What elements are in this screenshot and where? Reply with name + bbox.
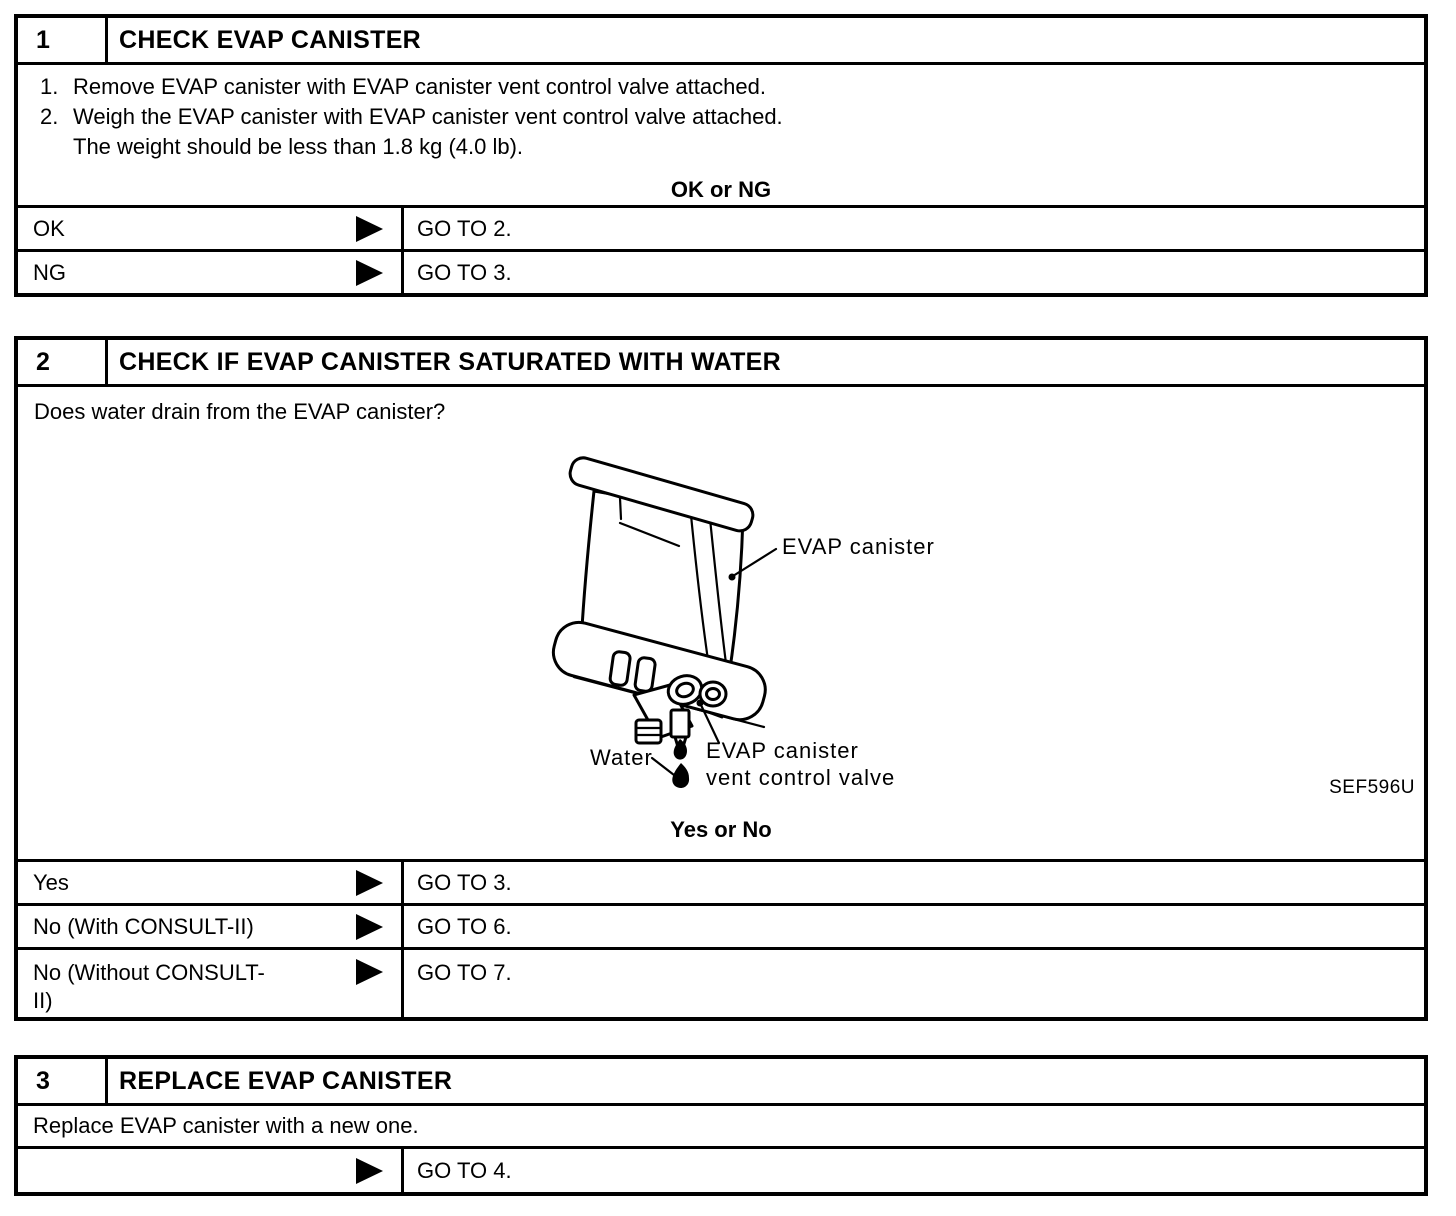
figure-code: SEF596U (1329, 777, 1415, 798)
step-number: 1 (18, 18, 108, 62)
decision-prompt: OK or NG (670, 177, 772, 202)
decision-action: GO TO 6. (417, 913, 512, 939)
step-3-table (14, 1055, 1428, 1196)
decision-action: GO TO 3. (417, 869, 512, 895)
go-to-arrow-icon (356, 914, 383, 940)
water-label: Water (590, 745, 653, 770)
question-text: Does water drain from the EVAP canister? (34, 399, 446, 424)
valve-label-line1: EVAP canister (706, 738, 859, 763)
instruction-text: The weight should be less than 1.8 kg (4.0 lb). (73, 134, 524, 159)
step-number: 3 (18, 1059, 108, 1103)
valve-ring (700, 682, 726, 706)
go-to-arrow-icon (356, 959, 383, 985)
canister-label-dot (729, 574, 736, 581)
go-to-arrow-icon (356, 260, 383, 286)
decision-row (18, 903, 1424, 947)
go-to-arrow-icon (356, 216, 383, 242)
decision-action: GO TO 4. (417, 1157, 512, 1183)
decision-label: OK (33, 215, 65, 241)
decision-row (18, 1146, 1424, 1192)
step-title: CHECK IF EVAP CANISTER SATURATED WITH WATER (119, 347, 781, 376)
decision-action: GO TO 3. (417, 259, 512, 285)
decision-label: No (Without CONSULT-II) (33, 960, 265, 1013)
step-2-table (14, 336, 1428, 1021)
canister-port (634, 657, 655, 692)
decision-label: NG (33, 259, 66, 285)
valve-hex-fitting (636, 720, 661, 743)
decision-prompt: Yes or No (670, 817, 772, 842)
step-title: REPLACE EVAP CANISTER (119, 1066, 453, 1095)
step-1-header (18, 18, 1424, 65)
step-3-header (18, 1059, 1424, 1106)
decision-label: No (With CONSULT-II) (33, 913, 254, 939)
step-3-body (18, 1106, 1424, 1146)
canister-port (609, 651, 630, 686)
water-label-leader (652, 758, 674, 775)
go-to-arrow-icon (356, 1158, 383, 1184)
instruction-text: Remove EVAP canister with EVAP canister vent control valve attached. (73, 74, 766, 99)
valve-label-line2: vent control valve (706, 765, 896, 790)
decision-row (18, 249, 1424, 293)
decision-label: Yes (33, 869, 69, 895)
step-number: 2 (18, 340, 108, 384)
step-2-body (18, 397, 1424, 859)
step-1-table (14, 14, 1428, 297)
instruction-text: Weigh the EVAP canister with EVAP canister vent control valve attached. (73, 104, 783, 129)
step-title: CHECK EVAP CANISTER (119, 25, 422, 54)
instruction-line (18, 132, 1424, 162)
decision-row (18, 205, 1424, 249)
canister-label: EVAP canister (782, 534, 935, 559)
instruction-number: 2. (40, 104, 59, 129)
statement-text: Replace EVAP canister with a new one. (33, 1113, 419, 1138)
decision-action: GO TO 7. (417, 960, 512, 985)
decision-action: GO TO 2. (417, 215, 512, 241)
decision-row (18, 947, 1424, 1017)
decision-row (18, 859, 1424, 903)
step-1-body (18, 65, 1424, 205)
instruction-line (18, 102, 1424, 132)
valve-drip-tube (671, 710, 689, 737)
step-2-header (18, 340, 1424, 387)
instruction-line (18, 72, 1424, 102)
go-to-arrow-icon (356, 870, 383, 896)
instruction-number: 1. (40, 74, 59, 99)
instruction-number (18, 132, 73, 162)
evap-canister-figure (18, 427, 1424, 815)
